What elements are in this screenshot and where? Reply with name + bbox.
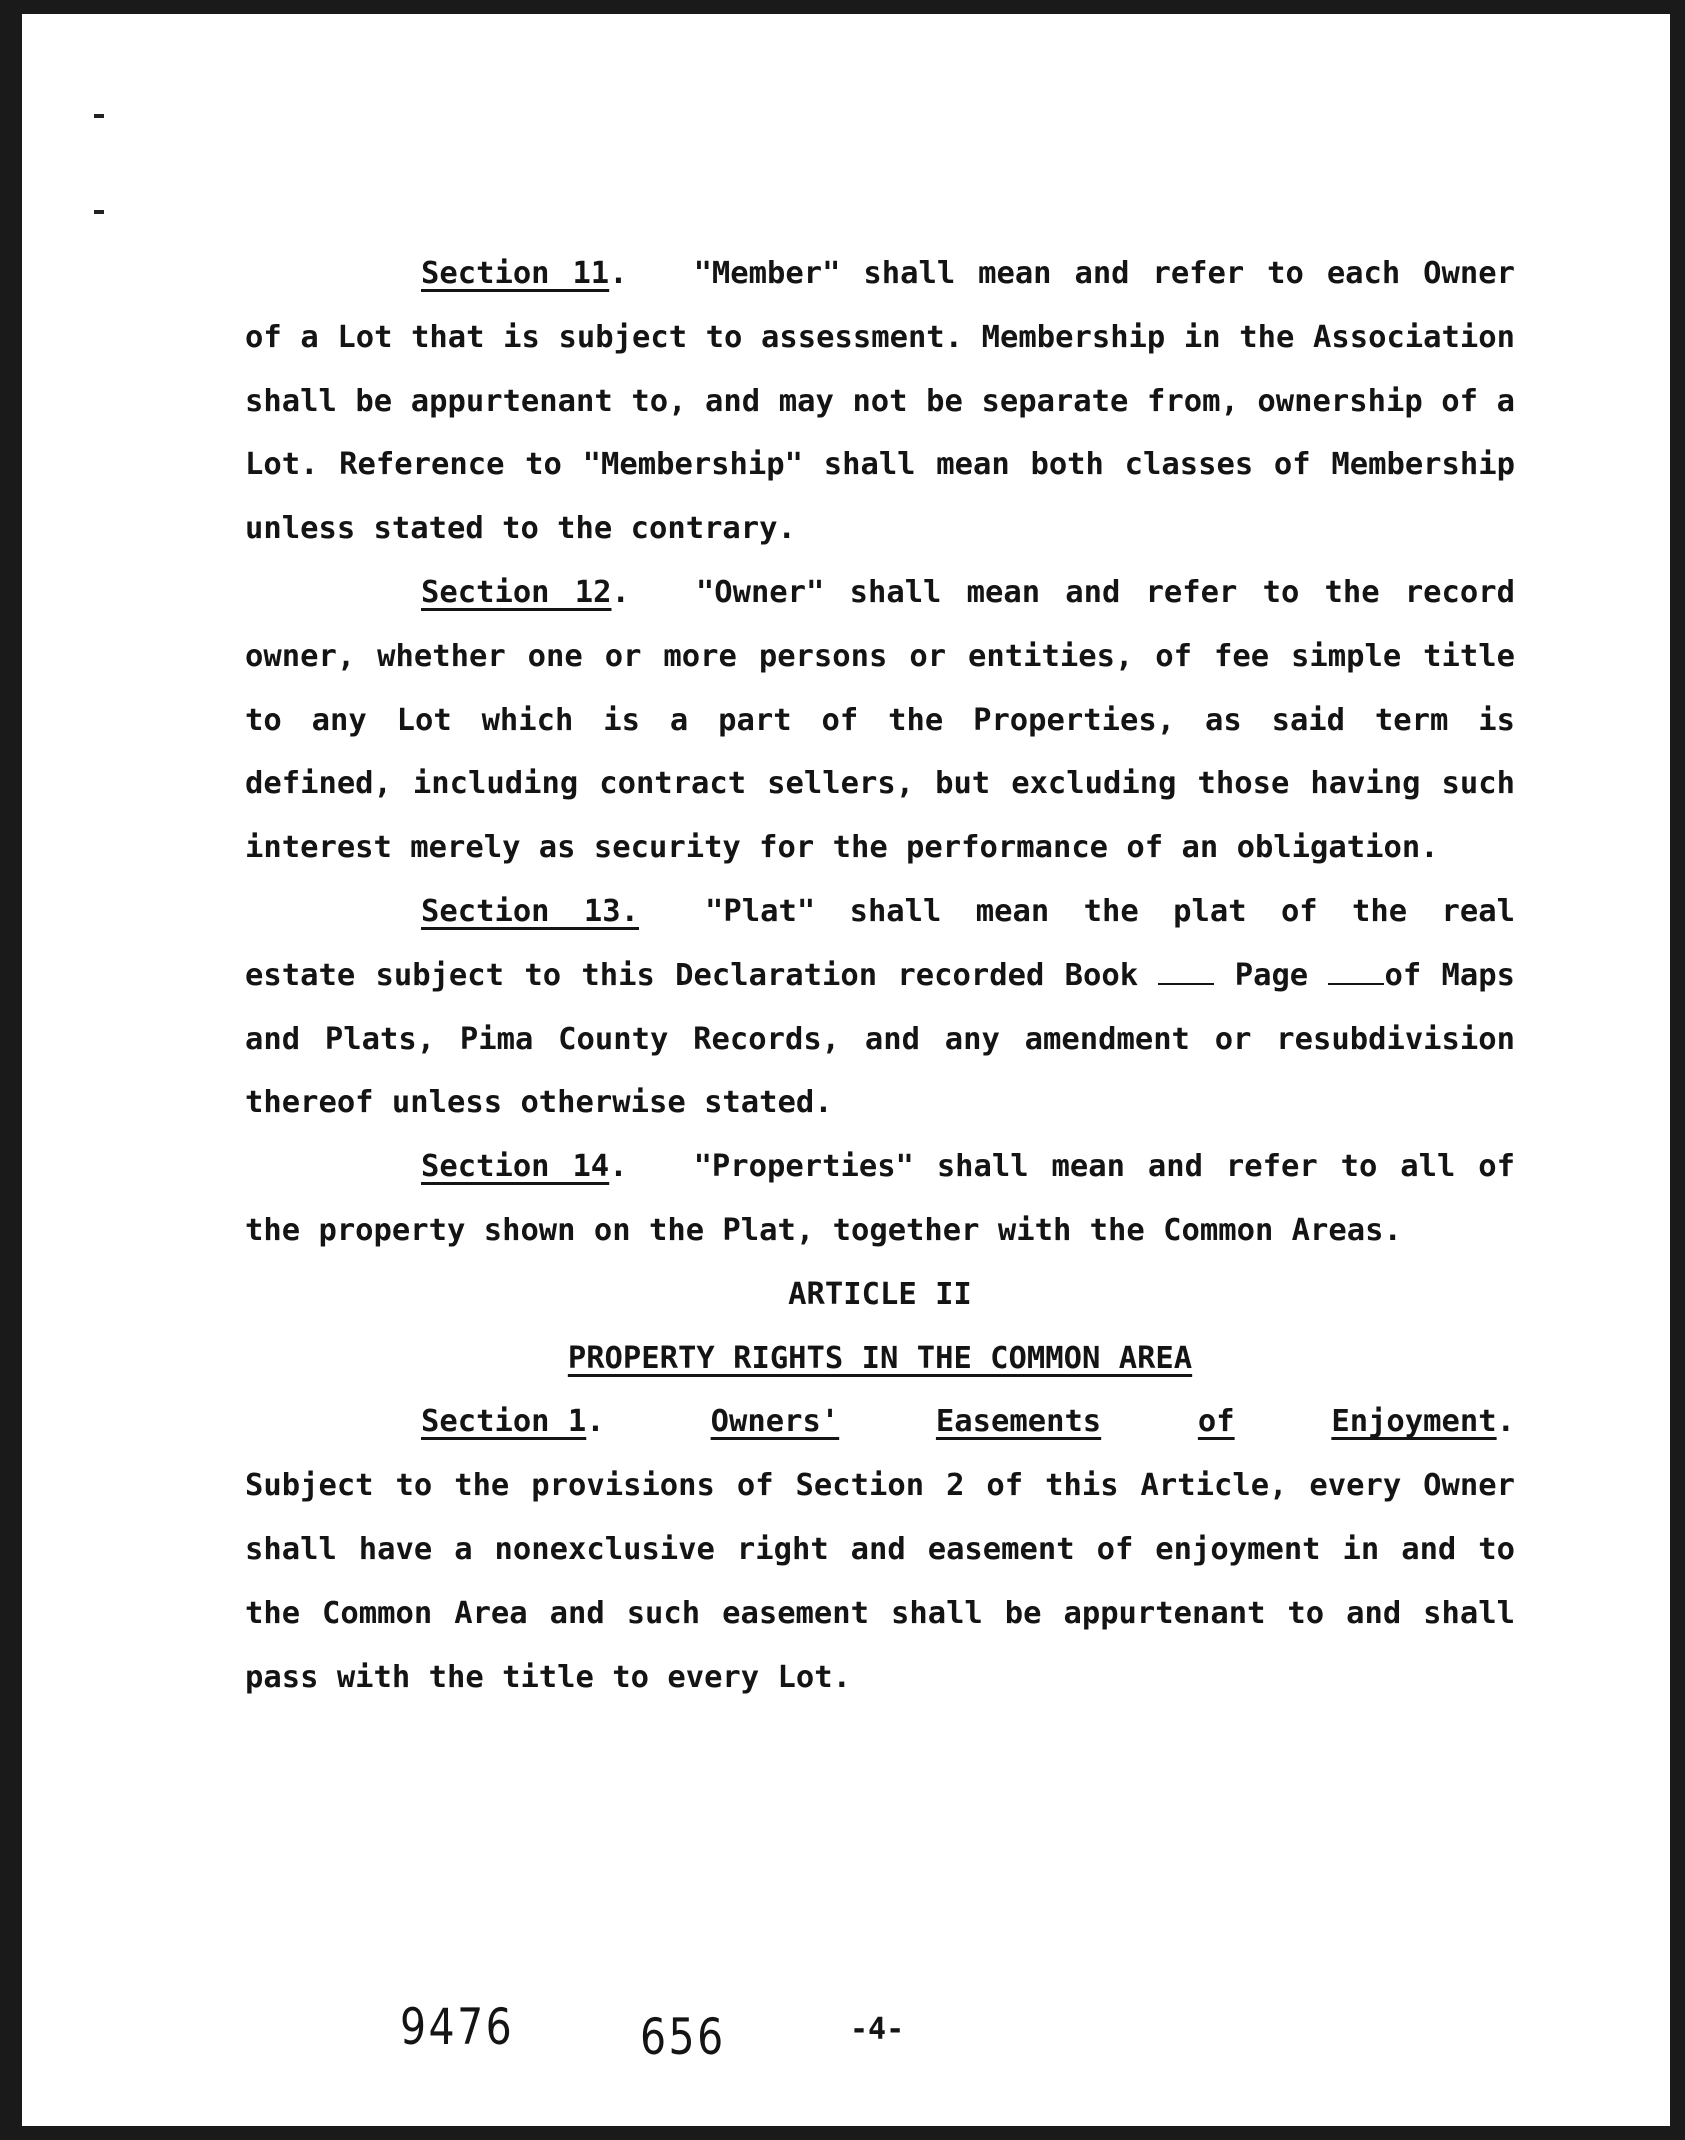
recording-stamp-number: 9476	[400, 1998, 515, 2056]
title-word: Owners'	[710, 1404, 840, 1440]
section-14-text: "Properties" shall mean and refer to all of the property shown on the Plat, together with the Common Areas.	[245, 1149, 1515, 1248]
page-footer	[22, 1998, 1670, 2078]
article-title: PROPERTY RIGHTS IN THE COMMON AREA	[567, 1340, 1193, 1376]
section-13-text-page: Page	[1234, 957, 1309, 993]
margin-mark	[94, 210, 104, 214]
recording-stamp-number: 656	[640, 2008, 726, 2066]
section-13-paragraph	[245, 880, 1515, 1135]
article-section-1-text: Subject to the provisions of Section 2 of this Article, every Owner shall have a nonexclusive right and easement of enjoyment in and to the Common Area and such easement shall be appurtenant to and shall pass with the title to every Lot.	[245, 1468, 1515, 1695]
section-14-paragraph: Section 14. "Properties" shall mean and refer to all of the property shown on the Plat, together with the Common Areas.	[245, 1149, 1515, 1248]
margin-mark	[94, 114, 104, 118]
article-number: ARTICLE II	[788, 1276, 972, 1312]
document-page	[22, 14, 1670, 2126]
book-blank	[1158, 961, 1214, 985]
section-12-paragraph: Section 12. "Owner" shall mean and refer to the record owner, whether one or more persons or entities, of fee simple title to any Lot which is a part of the Properties, as said term is defined, including contract sellers, but excluding those having such interest merely as security for the performance of an obligation.	[245, 574, 1515, 866]
section-11-text: "Member" shall mean and refer to each Owner of a Lot that is subject to assessment. Membership in the Association shall be appurtenant to, and may not be separate from, ownership of a Lot. Reference to "Membership" shall mean both classes of Membership unless stated to the contrary.	[245, 256, 1515, 547]
section-13-label: Section 13.	[421, 893, 640, 929]
section-11-label: Section 11	[421, 256, 610, 291]
section-13-text-1: "Plat" shall mean the plat of the real estate subject to this Declaration recorded Book	[245, 893, 1515, 993]
page-number: -4-	[850, 2012, 905, 2047]
article-title-line	[245, 1327, 1515, 1391]
article-section-1-title	[711, 1390, 1497, 1454]
article-section-1-label: Section 1	[421, 1404, 587, 1440]
section-11-paragraph: Section 11. "Member" shall mean and refer to each Owner of a Lot that is subject to assessment. Membership in the Association shall be appurtenant to, and may not be separate from, ownership of a Lot. Reference to "Membership" shall mean both classes of Membership unless stated to the contrary.	[245, 256, 1515, 547]
title-word: Easements	[935, 1404, 1102, 1440]
title-word: Enjoyment	[1331, 1404, 1497, 1440]
section-14-label: Section 14	[421, 1149, 610, 1185]
document-body	[245, 242, 1515, 1709]
section-12-label: Section 12	[421, 574, 612, 610]
article-section-1-heading: Section 1 . Owners' Easements of Enjoyment .	[245, 1390, 1515, 1454]
title-word: of	[1197, 1404, 1235, 1440]
section-13-text-2: of Maps and Plats, Pima County Records, and any amendment or resubdivision thereof unless otherwise stated.	[245, 957, 1515, 1121]
page-blank	[1328, 961, 1384, 985]
section-12-text: "Owner" shall mean and refer to the record owner, whether one or more persons or entities, of fee simple title to any Lot which is a part of the Properties, as said term is defined, including contract sellers, but excluding those having such interest merely as security for the performance of an obligation.	[245, 574, 1515, 866]
